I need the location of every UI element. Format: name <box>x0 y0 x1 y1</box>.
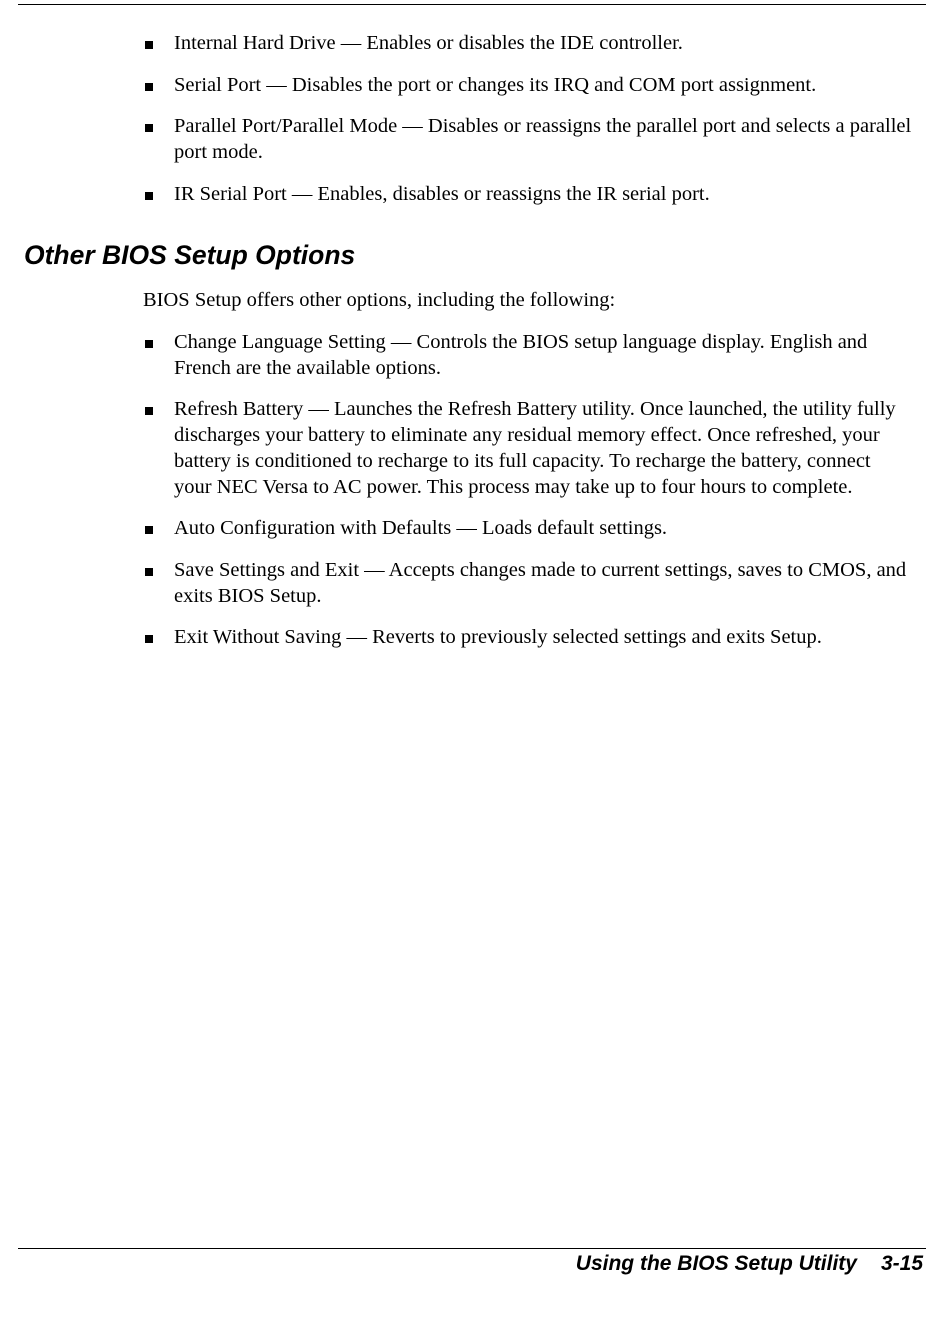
square-bullet-icon <box>145 635 153 643</box>
list-item-text: Refresh Battery — Launches the Refresh Battery utility. Once launched, the utility fully discharges your battery to eliminate any residual memory effect. Once refreshed, your battery is conditioned to recharge to its full capacity. To recharge the battery, connect your NEC Versa to AC power. This process may take up to four hours to complete. <box>174 398 896 498</box>
square-bullet-icon <box>145 124 153 132</box>
list-item <box>143 516 913 542</box>
page-number: 3-15 <box>880 1252 923 1275</box>
list-item <box>143 625 913 651</box>
list-item-text: Serial Port — Disables the port or changes its IRQ and COM port assignment. <box>174 73 817 96</box>
section-heading: Other BIOS Setup Options <box>24 240 356 270</box>
square-bullet-icon <box>145 568 153 576</box>
list-item <box>143 330 913 381</box>
footer-divider <box>18 1248 926 1249</box>
square-bullet-icon <box>145 526 153 534</box>
list-item-text: Exit Without Saving — Reverts to previously selected settings and exits Setup. <box>174 626 822 649</box>
top-divider <box>18 4 926 5</box>
list-item <box>143 31 913 57</box>
square-bullet-icon <box>145 192 153 200</box>
device-options-list <box>143 31 913 224</box>
list-item-text: Parallel Port/Parallel Mode — Disables or reassigns the parallel port and selects a parallel port mode. <box>174 115 912 164</box>
other-options-list <box>143 330 913 667</box>
page-footer <box>576 1250 923 1278</box>
list-item <box>143 397 913 500</box>
list-item-text: Save Settings and Exit — Accepts changes made to current settings, saves to CMOS, and exits BIOS Setup. <box>174 558 907 607</box>
list-item <box>143 114 913 165</box>
footer-chapter-title: Using the BIOS Setup Utility <box>575 1252 857 1275</box>
square-bullet-icon <box>145 41 153 49</box>
list-item-text: IR Serial Port — Enables, disables or reassigns the IR serial port. <box>174 182 710 205</box>
list-item-text: Change Language Setting — Controls the BIOS setup language display. English and French are the available options. <box>174 331 868 379</box>
section-intro: BIOS Setup offers other options, including the following: <box>143 289 616 311</box>
list-item <box>143 73 913 99</box>
list-item <box>143 558 913 609</box>
square-bullet-icon <box>145 340 153 348</box>
square-bullet-icon <box>145 407 153 415</box>
list-item <box>143 182 913 208</box>
list-item-text: Auto Configuration with Defaults — Loads default settings. <box>174 517 668 540</box>
square-bullet-icon <box>145 83 153 91</box>
list-item-text: Internal Hard Drive — Enables or disables the IDE controller. <box>174 32 683 54</box>
